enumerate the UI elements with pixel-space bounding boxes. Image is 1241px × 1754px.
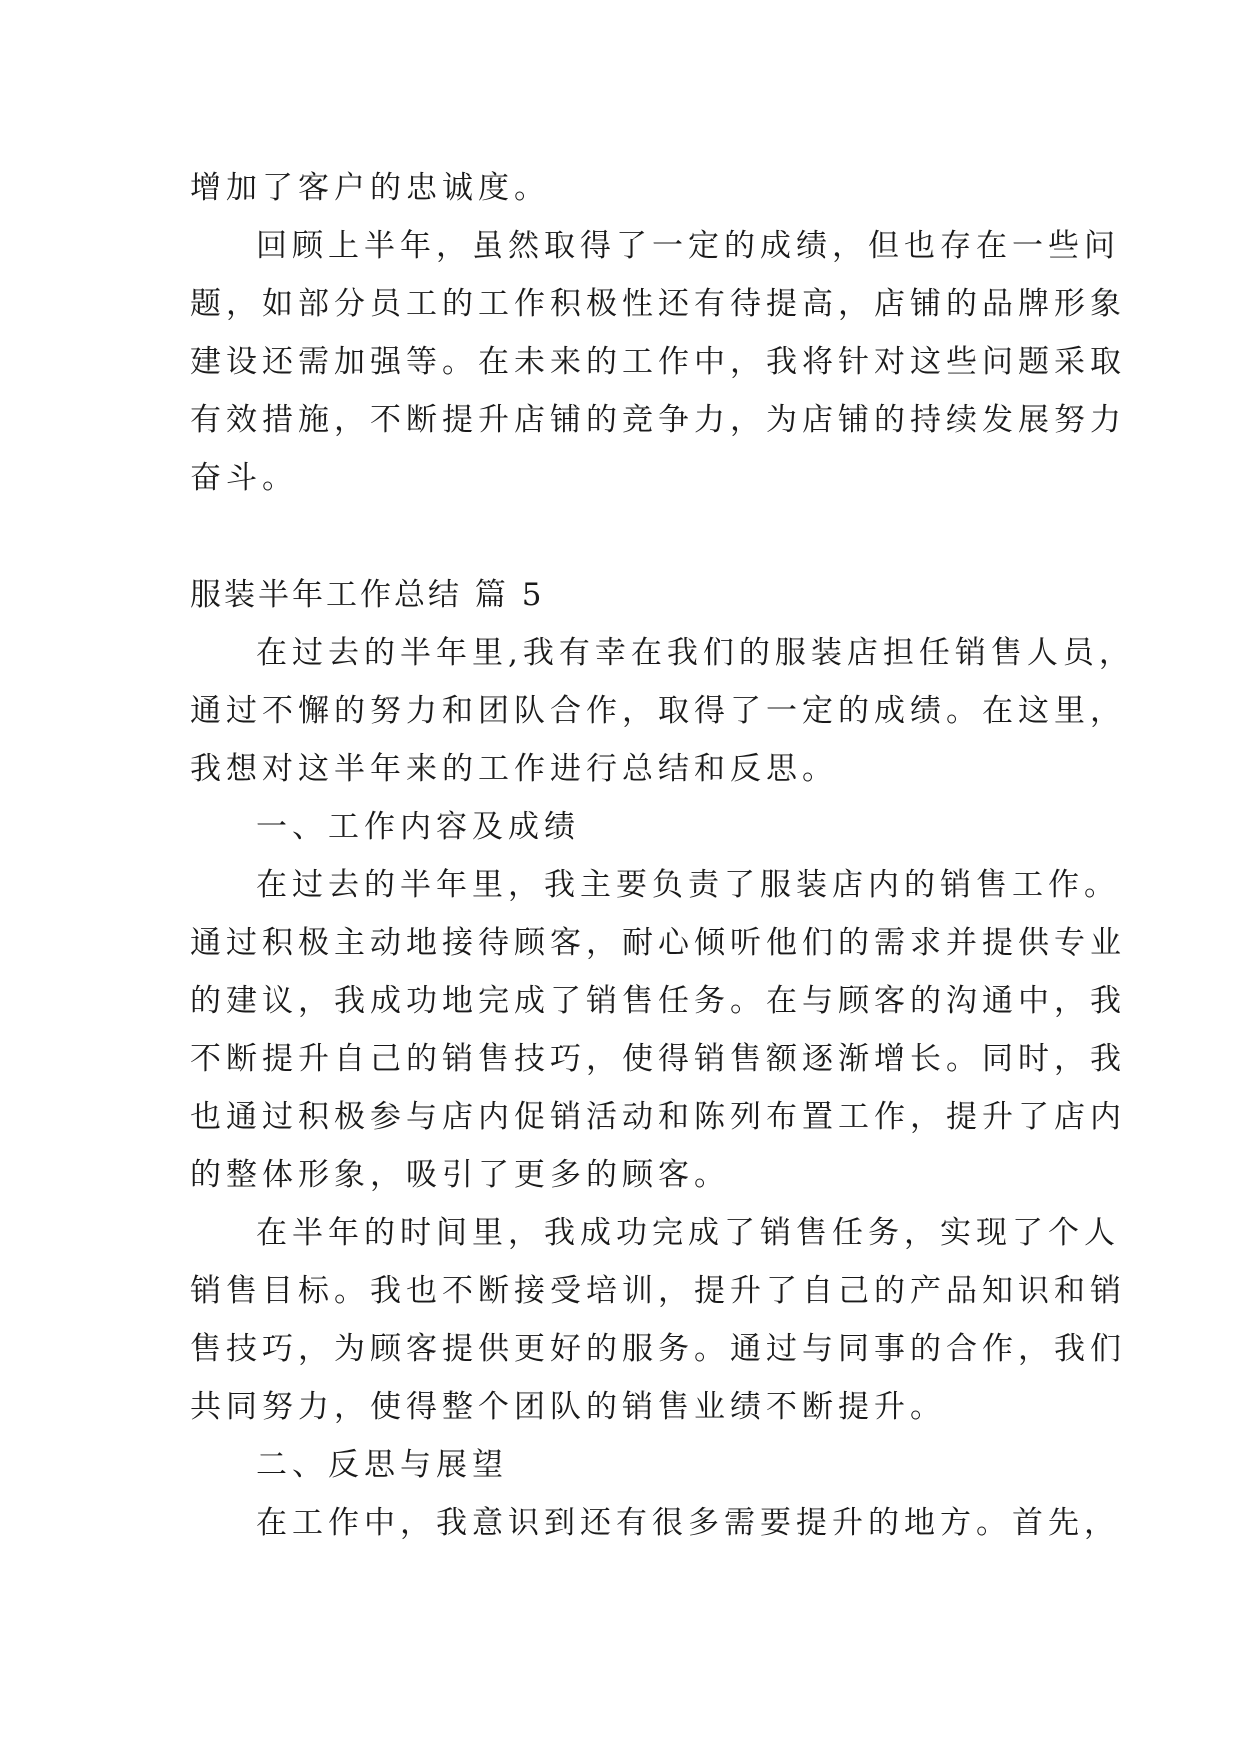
text-line: 共同努力，使得整个团队的销售业绩不断提升。	[190, 1389, 946, 1425]
text-line: 回顾上半年，虽然取得了一定的成绩，但也存在一些问	[256, 228, 1120, 264]
text-line: 题，如部分员工的工作积极性还有待提高，店铺的品牌形象	[190, 286, 1126, 322]
text-line: 在工作中，我意识到还有很多需要提升的地方。首先，	[256, 1505, 1120, 1541]
subheading: 二、反思与展望	[256, 1447, 508, 1483]
text-line: 在过去的半年里,我有幸在我们的服装店担任销售人员，	[256, 635, 1135, 671]
text-line: 的整体形象，吸引了更多的顾客。	[190, 1157, 730, 1193]
text-line: 我想对这半年来的工作进行总结和反思。	[190, 751, 838, 787]
text-line: 的建议，我成功地完成了销售任务。在与顾客的沟通中，我	[190, 983, 1126, 1019]
text-line: 售技巧，为顾客提供更好的服务。通过与同事的合作，我们	[190, 1331, 1126, 1367]
text-line: 通过不懈的努力和团队合作，取得了一定的成绩。在这里，	[190, 693, 1126, 729]
subheading: 一、工作内容及成绩	[256, 809, 580, 845]
text-line: 建设还需加强等。在未来的工作中，我将针对这些问题采取	[190, 344, 1126, 380]
text-line: 在半年的时间里，我成功完成了销售任务，实现了个人	[256, 1215, 1120, 1251]
text-line: 有效措施，不断提升店铺的竞争力，为店铺的持续发展努力	[190, 402, 1126, 438]
text-line: 不断提升自己的销售技巧，使得销售额逐渐增长。同时，我	[190, 1041, 1126, 1077]
text-line: 奋斗。	[190, 460, 298, 496]
text-line: 销售目标。我也不断接受培训，提升了自己的产品知识和销	[190, 1273, 1126, 1309]
text-line: 也通过积极参与店内促销活动和陈列布置工作，提升了店内	[190, 1099, 1126, 1135]
text-line: 通过积极主动地接待顾客，耐心倾听他们的需求并提供专业	[190, 925, 1126, 961]
text-line: 增加了客户的忠诚度。	[190, 170, 550, 206]
section-title: 服装半年工作总结 篇 5	[190, 577, 545, 613]
text-line: 在过去的半年里，我主要负责了服装店内的销售工作。	[256, 867, 1120, 903]
